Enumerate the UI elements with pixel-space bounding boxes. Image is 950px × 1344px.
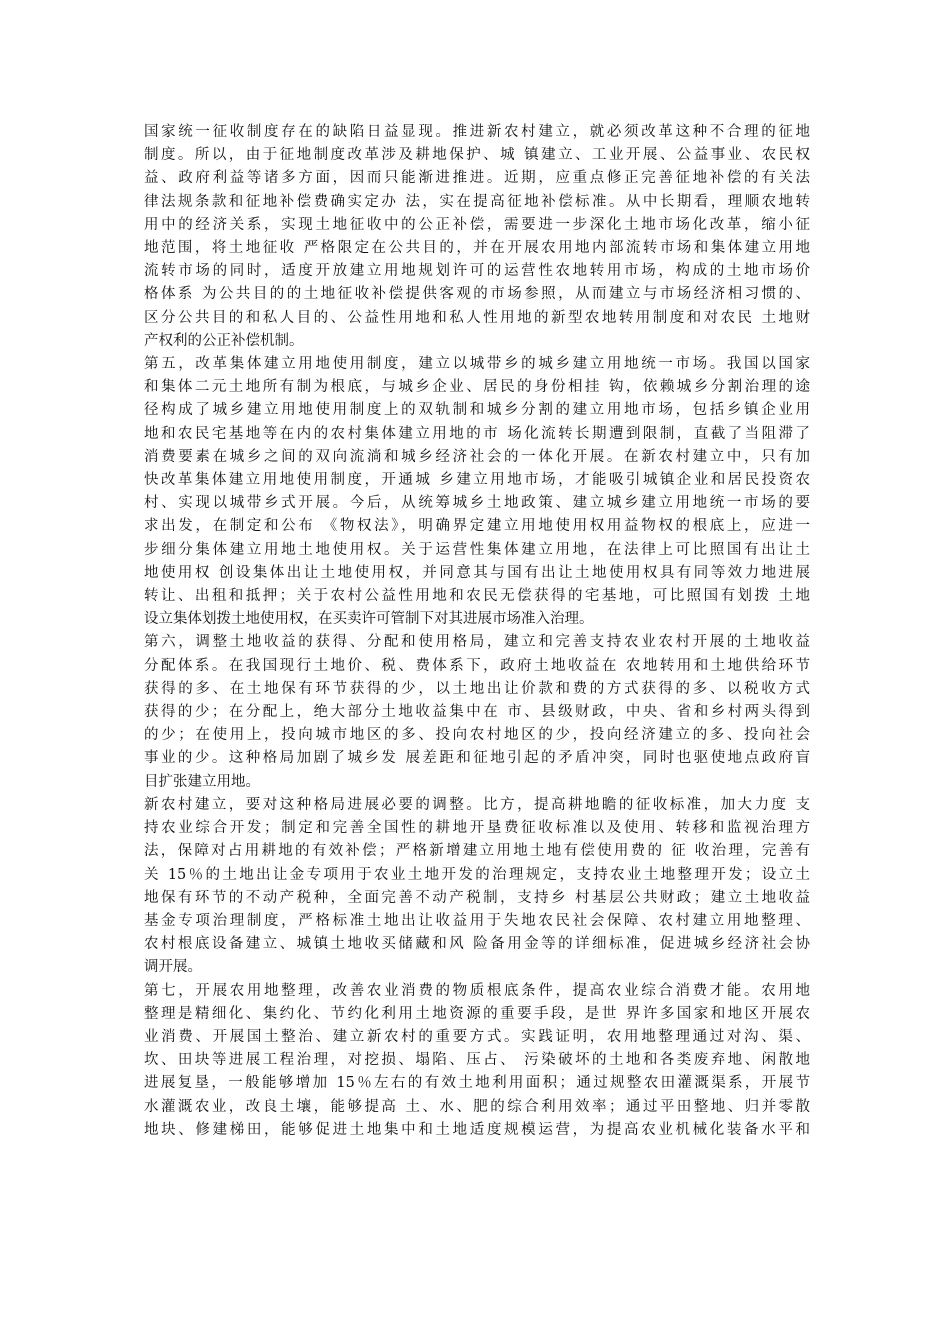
text-line: 步细分集体建立用地土地使用权。关于运营性集体建立用地，在法律上可比照国有出让土	[144, 541, 810, 558]
text-line: 调开展。	[144, 959, 202, 976]
text-line: 格体系 为公共目的的土地征收补偿提供客观的市场参照，从而建立与市场经济相习惯的、	[144, 286, 810, 303]
text-line: 转让、出租和抵押；关于农村公益性用地和农民无偿获得的宅基地，可比照国有划拨 土地	[144, 588, 810, 605]
text-line: 和集体二元土地所有制为根底，与城乡企业、居民的身份相挂 钩，依赖城乡分割治理的途	[144, 379, 810, 396]
text-line: 分配体系。在我国现行土地价、税、费体系下，政府土地收益在 农地转用和土地供给环节	[144, 657, 810, 674]
text-line: 获得的多、在土地保有环节获得的少，以土地出让价款和费的方式获得的多、以税收方式	[144, 680, 810, 697]
text-line: 关 15％的土地出让金专项用于农业土地开发的治理规定，支持农业土地整理开发；设立土	[144, 866, 810, 883]
text-line: 法，保障对占用耕地的有效补偿；严格新增建立用地土地有偿使用费的 征 收治理，完善有	[144, 843, 810, 860]
text-line: 益、政府利益等诸多方面，因而只能渐进推进。近期，应重点修正完善征地补偿的有关法	[144, 170, 810, 187]
text-line: 用中的经济关系，实现土地征收中的公正补偿，需要进一步深化土地市场化改革，缩小征	[144, 216, 810, 233]
paragraph-fifth-collective-land	[144, 353, 810, 631]
text-line: 设立集体划拨土地使用权，在买卖许可管制下对其进展市场准入治理。	[144, 611, 594, 628]
text-line: 农村根底设备建立、城镇土地收买储藏和风 险备用金等的详细标准，促进城乡经济社会协	[144, 936, 810, 953]
text-line: 事业的少。这种格局加剧了城乡发 展差距和征地引起的矛盾冲突，同时也驱使地点政府盲	[144, 750, 810, 767]
paragraph-land-requisition-reform	[144, 121, 810, 353]
text-line: 坎、田块等进展工程治理，对挖损、塌陷、压占、 污染破坏的土地和各类废弃地、闲散地	[144, 1052, 810, 1069]
text-line: 产权利的公正补偿机制。	[144, 332, 304, 349]
text-line: 径构成了城乡建立用地使用制度上的双轨制和城乡分割的建立用地市场，包括乡镇企业用	[144, 402, 810, 419]
paragraph-seventh-farmland-consolidation	[144, 980, 810, 1142]
text-line: 消费要素在城乡之间的双向流淌和城乡经济社会的一体化开展。在新农村建立中，只有加	[144, 448, 810, 465]
text-line: 律法规条款和征地补偿费确实定办 法，实在提高征地补偿标准。从中长期看，理顺农地转	[144, 193, 810, 210]
text-line: 第七，开展农用地整理，改善农业消费的物质根底条件，提高农业综合消费才能。农用地	[144, 982, 810, 999]
text-line: 进展复垦，一般能够增加 15％左右的有效土地利用面积；通过规整农田灌溉渠系，开展节	[144, 1075, 810, 1092]
text-line: 业消费、开展国土整治、建立新农村的重要方式。实践证明，农用地整理通过对沟、渠、	[144, 1028, 810, 1045]
paragraph-sixth-land-revenue	[144, 631, 810, 793]
paragraph-new-countryside-adjustment	[144, 794, 810, 980]
text-line: 快改革集体建立用地使用制度，开通城 乡建立用地市场，才能吸引城镇企业和居民投资农	[144, 472, 810, 489]
text-line: 流转市场的同时，适度开放建立用地规划许可的运营性农地转用市场，构成的土地市场价	[144, 263, 810, 280]
text-line: 国家统一征收制度存在的缺陷日益显现。推进新农村建立，就必须改革这种不合理的征地	[144, 124, 810, 140]
text-line: 地使用权 创设集体出让土地使用权，并同意其与国有出让土地使用权具有同等效力地进展	[144, 564, 810, 581]
text-line: 地范围，将土地征收 严格限定在公共目的，并在开展农用地内部流转市场和集体建立用地	[144, 240, 810, 257]
text-line: 地块、修建梯田，能够促进土地集中和土地适度规模运营，为提高农业机械化装备水平和	[144, 1121, 810, 1138]
text-line: 求出发，在制定和公布 《物权法》，明确界定建立用地使用权用益物权的根底上，应进一	[144, 518, 810, 535]
text-line: 第五，改革集体建立用地使用制度，建立以城带乡的城乡建立用地统一市场。我国以国家	[144, 356, 810, 373]
document-page	[144, 121, 810, 1142]
text-line: 水灌溉农业，改良土壤，能够提高 土、水、肥的综合利用效率；通过平田整地、归并零散	[144, 1098, 810, 1115]
text-line: 目扩张建立用地。	[144, 773, 260, 790]
text-line: 基金专项治理制度，严格标准土地出让收益用于失地农民社会保障、农村建立用地整理、	[144, 912, 810, 929]
text-line: 制度。所以，由于征地制度改革涉及耕地保护、城 镇建立、工业开展、公益事业、农民权	[144, 147, 810, 164]
text-line: 持农业综合开发；制定和完善全国性的耕地开垦费征收标准以及使用、转移和监视治理方	[144, 820, 810, 837]
text-line: 区分公共目的和私人目的、公益性用地和私人性用地的新型农地转用制度和对农民 土地财	[144, 309, 810, 326]
text-line: 获得的少；在分配上，绝大部分土地收益集中在 市、县级财政，中央、省和乡村两头得到	[144, 704, 810, 721]
text-line: 地保有环节的不动产税种，全面完善不动产税制，支持乡 村基层公共财政；建立土地收益	[144, 889, 810, 906]
text-line: 村、实现以城带乡式开展。今后，从统筹城乡土地政策、建立城乡建立用地统一市场的要	[144, 495, 810, 512]
text-line: 新农村建立，要对这种格局进展必要的调整。比方，提高耕地瞻的征收标准，加大力度 支	[144, 796, 810, 813]
text-line: 的少；在使用上，投向城市地区的多、投向农村地区的少，投向经济建立的多、投向社会	[144, 727, 810, 744]
text-line: 地和农民宅基地等在内的农村集体建立用地的市 场化流转长期遭到限制，直截了当阻滞了	[144, 425, 810, 442]
text-line: 第六，调整土地收益的获得、分配和使用格局，建立和完善支持农业农村开展的土地收益	[144, 634, 810, 651]
text-line: 整理是精细化、集约化、节约化利用土地资源的重要手段，是世 界许多国家和地区开展农	[144, 1005, 810, 1022]
